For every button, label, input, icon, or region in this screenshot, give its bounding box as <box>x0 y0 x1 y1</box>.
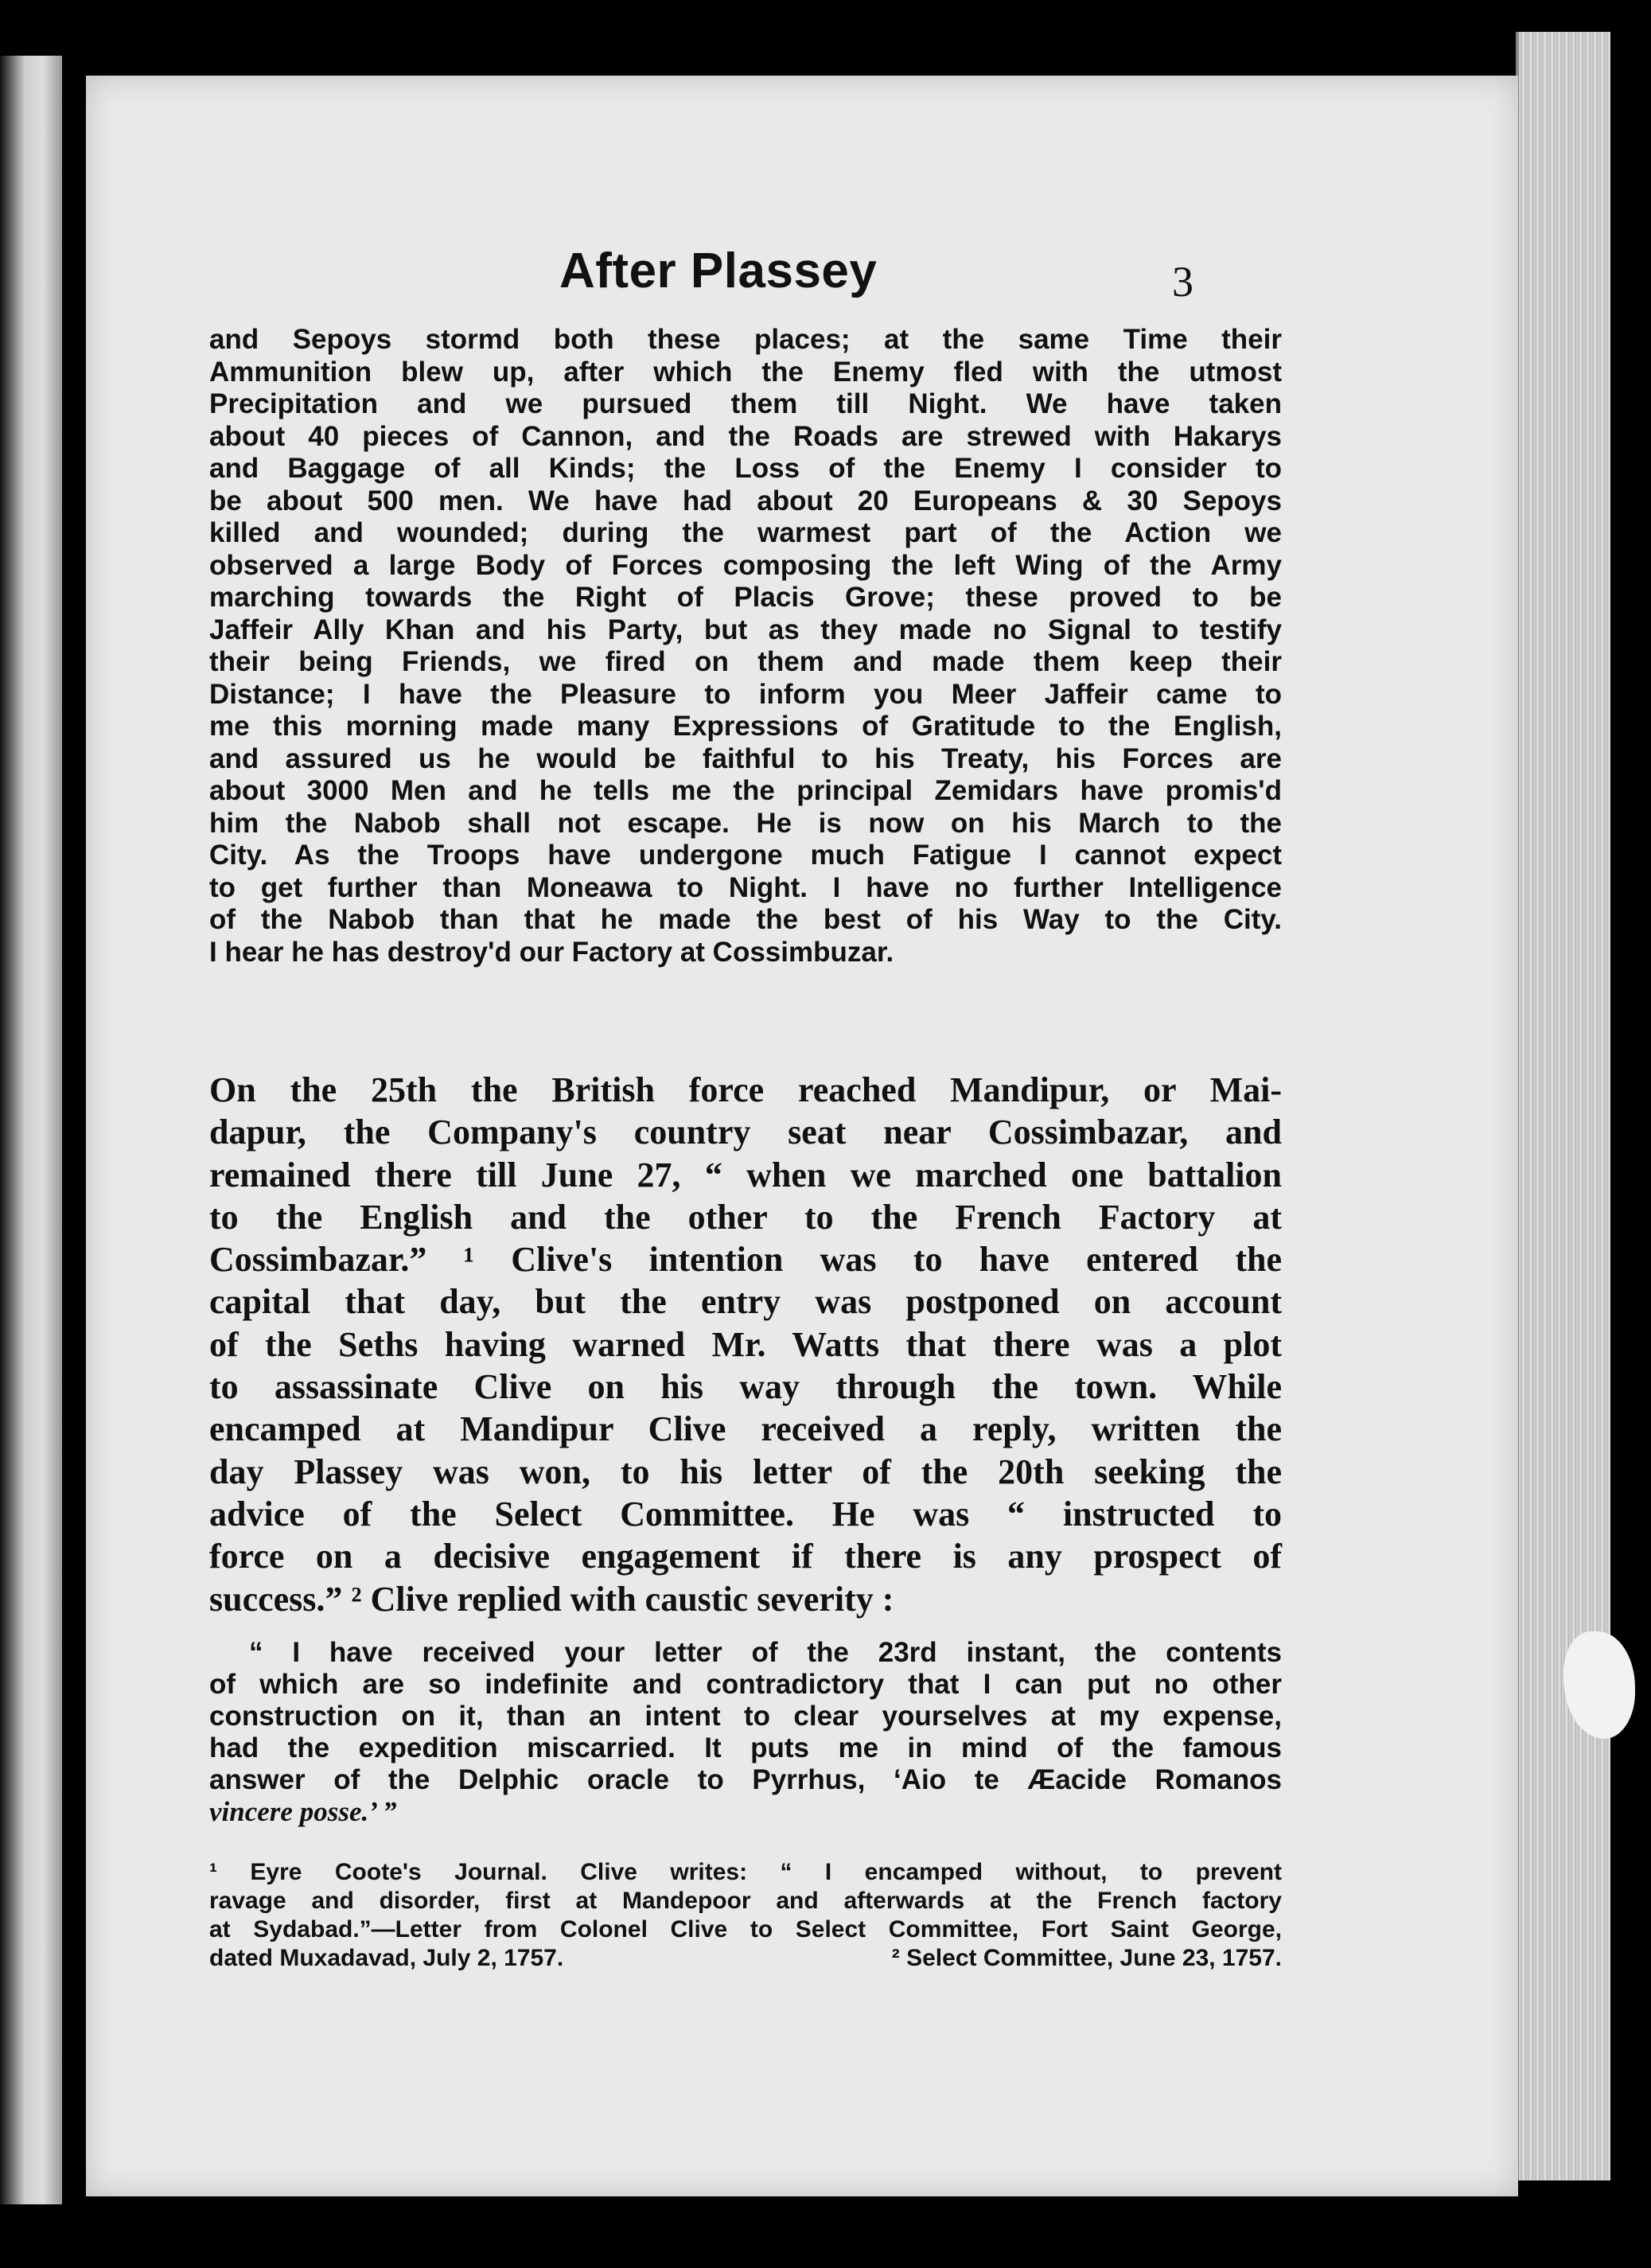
footnote-line: ravage and disorder, first at Mandepoor and afterwards at the French factory <box>209 1888 1282 1914</box>
paragraph-line: to assassinate Clive on his way through the town. While <box>209 1367 1282 1407</box>
footnotes <box>209 1858 1282 1973</box>
footnote-line: at Sydabad.”—Letter from Colonel Clive to Select Committee, Fort Saint George, <box>209 1916 1282 1943</box>
letter-line: and Sepoys stormd both these places; at the same Time their <box>209 324 1282 355</box>
main-paragraph <box>209 1069 1282 1620</box>
letter-line: about 40 pieces of Cannon, and the Roads are strewed with Hakarys <box>209 420 1282 452</box>
letter-excerpt <box>209 324 1282 968</box>
left-page-edge <box>0 56 62 2204</box>
reply-quote <box>209 1637 1282 1828</box>
footnote-line: ¹ Eyre Coote's Journal. Clive writes: “ I encamped without, to prevent <box>209 1859 1282 1885</box>
letter-line: me this morning made many Expressions of Gratitude to the English, <box>209 711 1282 742</box>
footnote-last-row <box>209 1944 1282 1973</box>
quote-line: had the expedition miscarried. It puts me in mind of the famous <box>209 1732 1282 1763</box>
paragraph-line: of the Seths having warned Mr. Watts that there was a plot <box>209 1324 1282 1364</box>
page-edge-stack <box>1516 32 1610 2180</box>
letter-line: their being Friends, we fired on them and made them keep their <box>209 646 1282 677</box>
letter-line: about 3000 Men and he tells me the principal Zemidars have promis'd <box>209 775 1282 806</box>
letter-line: marching towards the Right of Placis Grove; these proved to be <box>209 582 1282 613</box>
letter-line: observed a large Body of Forces composing the left Wing of the Army <box>209 549 1282 581</box>
letter-line: Precipitation and we pursued them till Night. We have taken <box>209 388 1282 419</box>
paragraph-line: to the English and the other to the French Factory at <box>209 1197 1282 1237</box>
quote-line: “ I have received your letter of the 23rd instant, the contents <box>249 1637 1282 1668</box>
running-title: After Plassey <box>559 244 878 298</box>
running-head <box>86 243 1518 306</box>
paragraph-line: encamped at Mandipur Clive received a reply, written the <box>209 1409 1282 1449</box>
paragraph-line: advice of the Select Committee. He was “ instructed to <box>209 1494 1282 1533</box>
letter-line: to get further than Moneawa to Night. I have no further Intelligence <box>209 871 1282 903</box>
paragraph-line: capital that day, but the entry was postponed on account <box>209 1282 1282 1322</box>
letter-line: of the Nabob than that he made the best of his Way to the City. <box>209 904 1282 935</box>
letter-line: Jaffeir Ally Khan and his Party, but as they made no Signal to testify <box>209 614 1282 645</box>
letter-line: and Baggage of all Kinds; the Loss of the Enemy I consider to <box>209 453 1282 484</box>
paragraph-line: On the 25th the British force reached Mandipur, or Mai- <box>209 1070 1282 1109</box>
letter-line: Distance; I have the Pleasure to inform you Meer Jaffeir came to <box>209 678 1282 710</box>
letter-line: him the Nabob shall not escape. He is now on his March to the <box>209 807 1282 839</box>
paragraph-line: day Plassey was won, to his letter of the 20th seeking the <box>209 1452 1282 1491</box>
quote-line-italic: vincere posse.’ ” <box>209 1796 397 1827</box>
letter-line: Ammunition blew up, after which the Enemy fled with the utmost <box>209 356 1282 388</box>
footnote-dated: dated Muxadavad, July 2, 1757. <box>209 1945 564 1971</box>
paragraph-line: dapur, the Company's country seat near Cossimbazar, and <box>209 1113 1282 1152</box>
paragraph-line: Cossimbazar.” ¹ Clive's intention was to have entered the <box>209 1240 1282 1280</box>
letter-line: be about 500 men. We have had about 20 Europeans & 30 Sepoys <box>209 485 1282 516</box>
paragraph-line: remained there till June 27, “ when we marched one battalion <box>209 1155 1282 1194</box>
quote-line: construction on it, than an intent to clear yourselves at my expense, <box>209 1701 1282 1732</box>
letter-line: and assured us he would be faithful to his Treaty, his Forces are <box>209 742 1282 774</box>
letter-line: City. As the Troops have undergone much Fatigue I cannot expect <box>209 840 1282 871</box>
paragraph-line: success.” ² Clive replied with caustic severity : <box>209 1579 894 1619</box>
quote-line: answer of the Delphic oracle to Pyrrhus, ‘Aio te Æacide Romanos <box>209 1764 1282 1795</box>
page-number: 3 <box>1172 258 1193 306</box>
letter-line: I hear he has destroy'd our Factory at Cossimbuzar. <box>209 936 894 968</box>
footnote-2: ² Select Committee, June 23, 1757. <box>891 1945 1282 1971</box>
paragraph-line: force on a decisive engagement if there is any prospect of <box>209 1537 1282 1576</box>
quote-line: of which are so indefinite and contradictory that I can put no other <box>209 1669 1282 1700</box>
book-page <box>86 76 1518 2196</box>
letter-line: killed and wounded; during the warmest part of the Action we <box>209 517 1282 548</box>
